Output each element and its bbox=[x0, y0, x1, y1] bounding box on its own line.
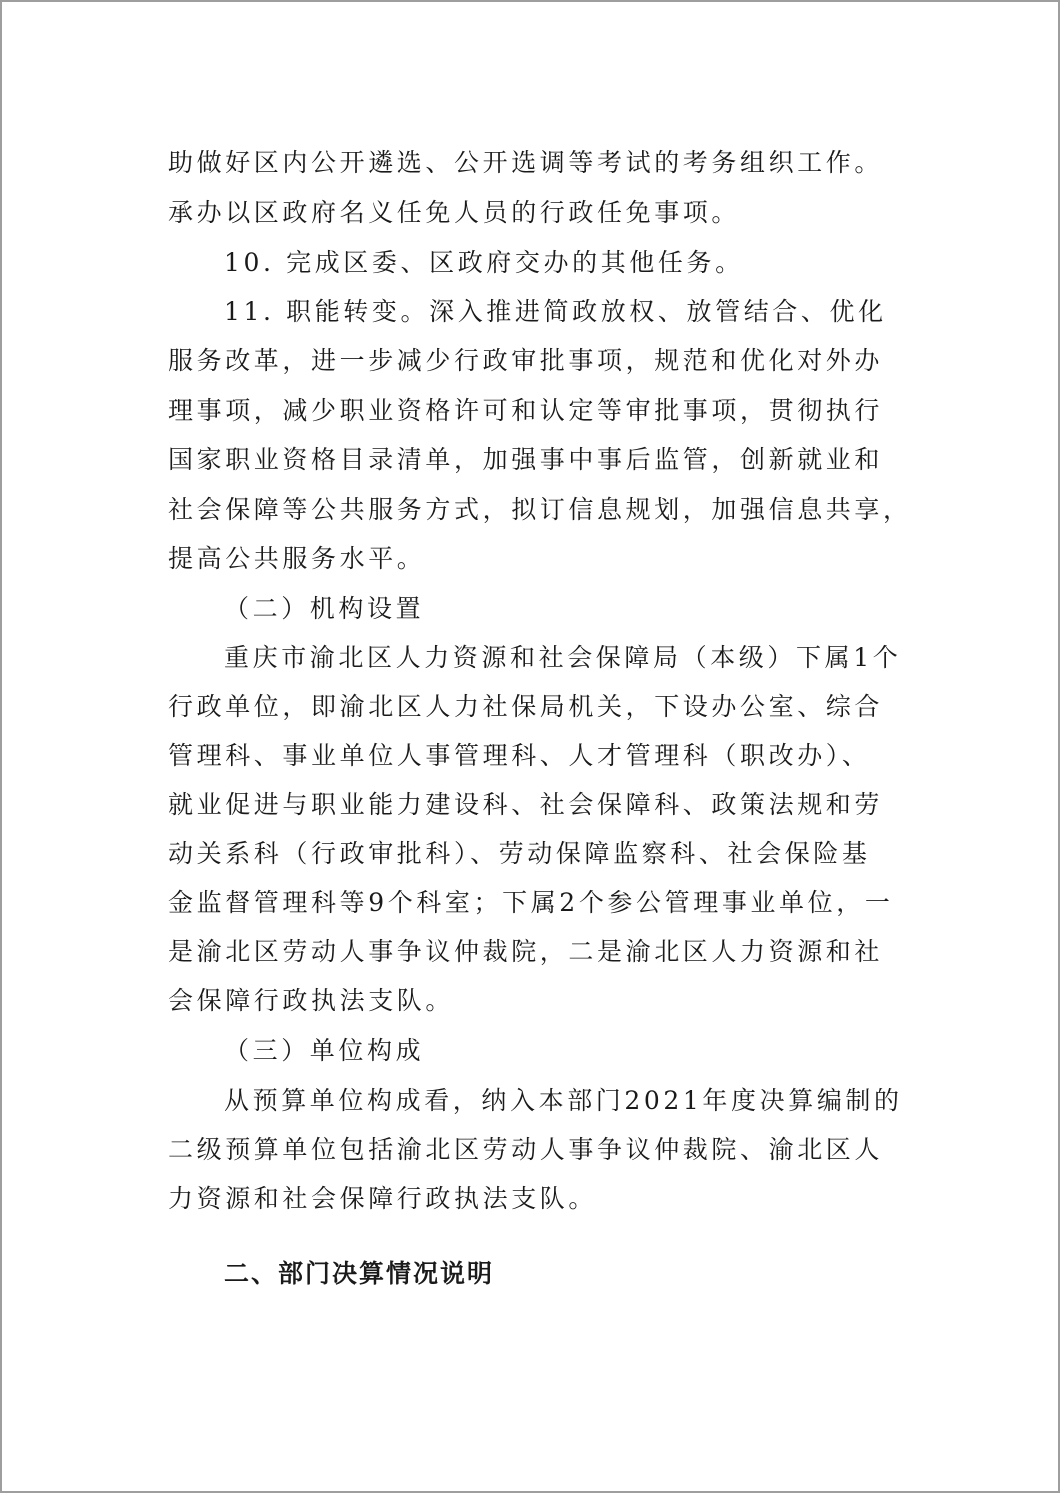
text-line: 是渝北区劳动人事争议仲裁院，二是渝北区人力资源和社 bbox=[168, 937, 884, 966]
text-line: 提高公共服务水平。 bbox=[168, 544, 426, 573]
paragraph-start: 从预算单位构成看，纳入本部门2021年度决算编制的 bbox=[224, 1086, 903, 1115]
text-line: 国家职业资格目录清单，加强事中事后监管，创新就业和 bbox=[168, 445, 884, 474]
text-line: 动关系科（行政审批科）、劳动保障监察科、社会保险基 bbox=[168, 839, 871, 868]
text-line: 力资源和社会保障行政执法支队。 bbox=[168, 1184, 598, 1213]
text-line: 助做好区内公开遴选、公开选调等考试的考务组织工作。 bbox=[168, 148, 884, 177]
list-item-10: 10. 完成区委、区政府交办的其他任务。 bbox=[224, 248, 744, 277]
text-line: 社会保障等公共服务方式，拟订信息规划，加强信息共享， bbox=[168, 495, 912, 524]
text-line: 金监督管理科等9个科室；下属2个参公管理事业单位，一 bbox=[168, 888, 894, 917]
section-heading-organization: （二）机构设置 bbox=[224, 594, 425, 623]
text-line: 理事项，减少职业资格许可和认定等审批事项，贯彻执行 bbox=[168, 396, 884, 425]
paragraph-start: 重庆市渝北区人力资源和社会保障局（本级）下属1个 bbox=[224, 643, 902, 672]
text-line: 就业促进与职业能力建设科、社会保障科、政策法规和劳 bbox=[168, 790, 884, 819]
list-item-11: 11. 职能转变。深入推进简政放权、放管结合、优化 bbox=[224, 297, 887, 326]
text-line: 管理科、事业单位人事管理科、人才管理科（职改办）、 bbox=[168, 741, 871, 770]
text-line: 行政单位，即渝北区人力社保局机关，下设办公室、综合 bbox=[168, 692, 884, 721]
section-heading-composition: （三）单位构成 bbox=[224, 1036, 425, 1065]
text-line: 服务改革，进一步减少行政审批事项，规范和优化对外办 bbox=[168, 346, 884, 375]
text-line: 二级预算单位包括渝北区劳动人事争议仲裁院、渝北区人 bbox=[168, 1135, 884, 1164]
text-line: 会保障行政执法支队。 bbox=[168, 986, 455, 1015]
chapter-heading: 二、部门决算情况说明 bbox=[224, 1259, 495, 1288]
text-line: 承办以区政府名义任免人员的行政任免事项。 bbox=[168, 198, 741, 227]
